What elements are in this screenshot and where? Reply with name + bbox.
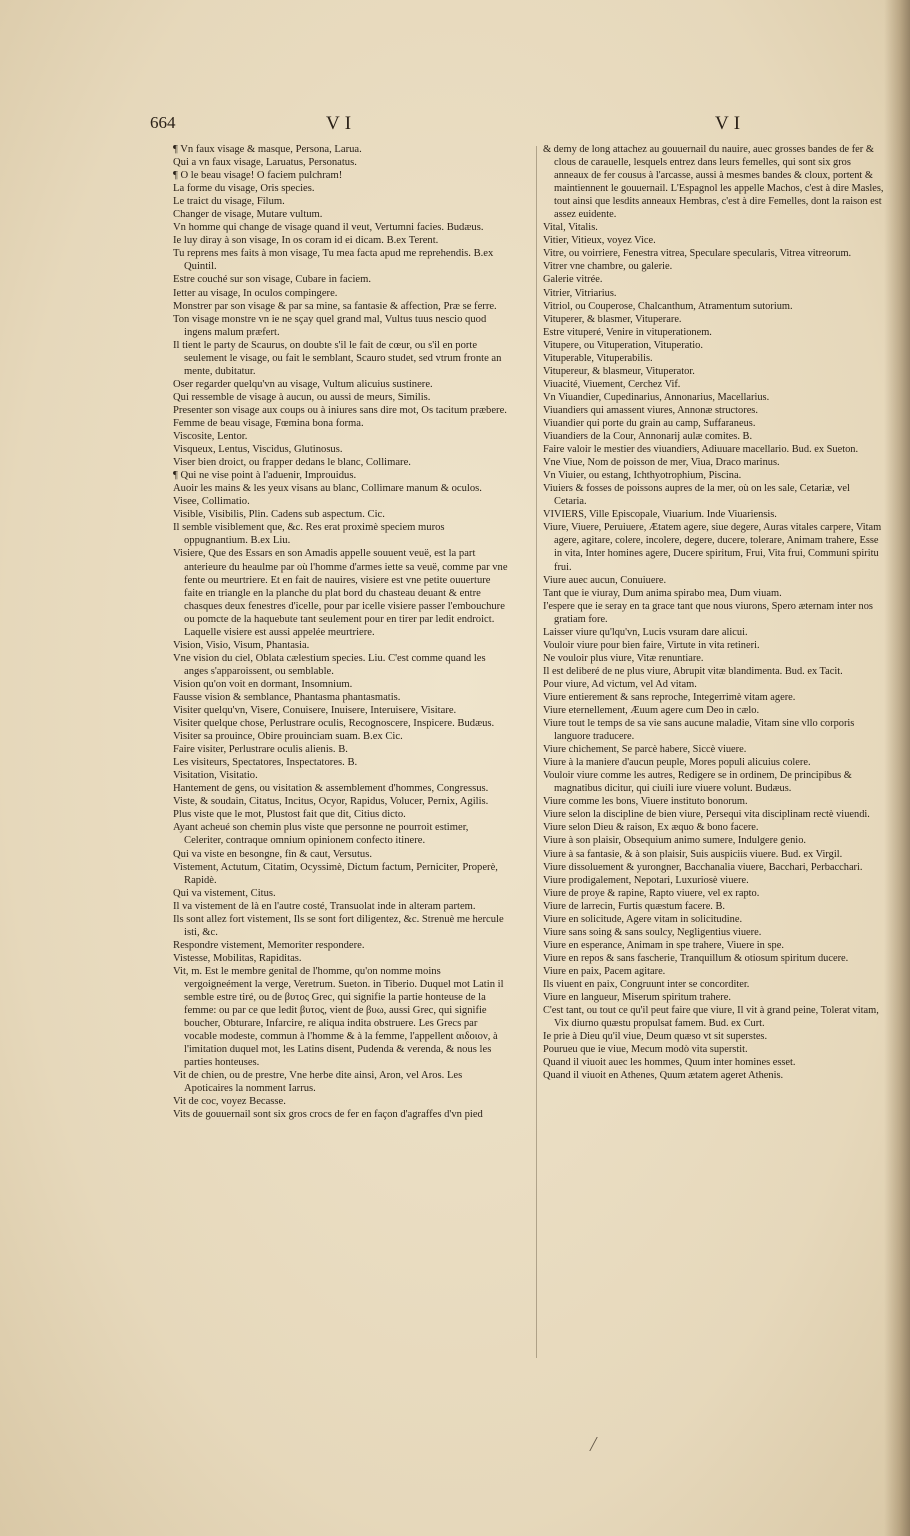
- dictionary-entry: Viuandier qui porte du grain au camp, Suffaraneus.: [543, 417, 756, 429]
- dictionary-entry: Vn Viuandier, Cupedinarius, Annonarius, Macellarius.: [543, 391, 770, 403]
- dictionary-entry: Vits de gouuernail sont six gros crocs de fer en façon d'agraffes d'vn pied: [173, 1109, 483, 1121]
- dictionary-entry: Vitre, ou voirriere, Fenestra vitrea, Speculare specularis, Vitrea vitreorum.: [543, 248, 852, 260]
- dictionary-entry: Viure en solicitude, Agere vitam in solicitudine.: [543, 913, 743, 925]
- dictionary-entry: Vitriol, ou Couperose, Chalcanthum, Atramentum sutorium.: [543, 300, 793, 312]
- dictionary-entry: Visiter quelque chose, Perlustrare oculis, Recognoscere, Inspicere. Budæus.: [173, 718, 495, 730]
- dictionary-entry: Vne Viue, Nom de poisson de mer, Viua, Draco marinus.: [543, 457, 780, 469]
- dictionary-entry: Plus viste que le mot, Plustost fait que dit, Citius dicto.: [173, 809, 406, 821]
- dictionary-entry: Il va vistement de là en l'autre costé, Transuolat inde in alteram partem.: [173, 900, 476, 912]
- dictionary-entry: Viure à sa fantasie, & à son plaisir, Suis auspiciis viuere. Bud. ex Virgil.: [543, 848, 843, 860]
- dictionary-entry: Quand il viuoit auec les hommes, Quum inter homines esset.: [543, 1057, 796, 1069]
- dictionary-entry: Vit de coc, voyez Becasse.: [173, 1096, 286, 1108]
- dictionary-entry: Vn Viuier, ou estang, Ichthyotrophium, Piscina.: [543, 470, 742, 482]
- dictionary-entry: Viure chichement, Se parcè habere, Siccè viuere.: [543, 744, 747, 756]
- dictionary-entry: Viure à son plaisir, Obsequium animo sumere, Indulgere genio.: [543, 835, 806, 847]
- dictionary-entry: Viure en paix, Pacem agitare.: [543, 965, 666, 977]
- dictionary-entry: Vouloir viure pour bien faire, Virtute in vita retineri.: [543, 639, 760, 651]
- dictionary-entry: Ie prie à Dieu qu'il viue, Deum quæso vt sit superstes.: [543, 1031, 768, 1043]
- dictionary-entry: Viure selon la discipline de bien viure, Persequi vita disciplinam rectè viuendi.: [543, 809, 870, 821]
- dictionary-entry: Faire valoir le mestier des viuandiers, Adiuuare macellario. Bud. ex Sueton.: [543, 444, 859, 456]
- dictionary-entry: Vitrer vne chambre, ou galerie.: [543, 261, 673, 273]
- dictionary-entry: Qui ressemble de visage à aucun, ou aussi de meurs, Similis.: [173, 391, 431, 403]
- dictionary-entry: Visee, Collimatio.: [173, 496, 250, 508]
- dictionary-entry: Vistesse, Mobilitas, Rapiditas.: [173, 952, 302, 964]
- dictionary-entry: Viure en esperance, Animam in spe trahere, Viuere in spe.: [543, 939, 784, 951]
- dictionary-entry: Vitupereur, & blasmeur, Vituperator.: [543, 365, 695, 377]
- dictionary-entry: Ne vouloir plus viure, Vitæ renuntiare.: [543, 652, 704, 664]
- dictionary-entry: Visible, Visibilis, Plin. Cadens sub aspectum. Cic.: [173, 509, 385, 521]
- dictionary-entry: Viure dissoluement & yurongner, Bacchanalia viuere, Bacchari, Perbacchari.: [543, 861, 863, 873]
- dictionary-entry: La forme du visage, Oris species.: [173, 183, 315, 195]
- dictionary-entry: Tant que ie viuray, Dum anima spirabo mea, Dum viuam.: [543, 587, 782, 599]
- page-spine-shadow: [884, 0, 910, 1536]
- dictionary-entry: Tu reprens mes faits à mon visage, Tu mea facta apud me reprehendis. B.ex Quintil.: [173, 248, 494, 273]
- dictionary-entry: Viser bien droict, ou frapper dedans le blanc, Collimare.: [173, 457, 411, 469]
- dictionary-entry: Visitation, Visitatio.: [173, 770, 258, 782]
- dictionary-entry: Vistement, Actutum, Citatim, Ocyssimè, Dictum factum, Perniciter, Properè, Rapidè.: [173, 861, 498, 886]
- dictionary-entry: ¶ Qui ne vise point à l'aduenir, Improuidus.: [173, 470, 357, 482]
- dictionary-entry: Viure auec aucun, Conuiuere.: [543, 574, 667, 586]
- dictionary-entry: Ils viuent en paix, Congruunt inter se concorditer.: [543, 979, 750, 990]
- dictionary-entry: Oser regarder quelqu'vn au visage, Vultum alicuius sustinere.: [173, 378, 433, 390]
- dictionary-entry: Viure, Viuere, Peruiuere, Ætatem agere, siue degere, Auras vitales carpere, Vitam agere, agitare, colere, incolere, degere, ducere, tolerare, Animam trahere, Esse in vita, Inter homines agere, Ducere spiritum, Frui, Vita frui, Communi spiritu frui.: [543, 522, 882, 573]
- dictionary-entry: Vitier, Vitieux, voyez Vice.: [543, 235, 656, 247]
- dictionary-entry: Visiter quelqu'vn, Visere, Conuisere, Inuisere, Interuisere, Visitare.: [173, 705, 457, 717]
- dictionary-entry: Viure en repos & sans fascherie, Tranquillum & otiosum spiritum ducere.: [543, 952, 849, 964]
- dictionary-entry: Presenter son visage aux coups ou à iniures sans dire mot, Os tacitum præbere.: [173, 404, 507, 416]
- dictionary-entry: Ietter au visage, In oculos compingere.: [173, 287, 338, 299]
- dictionary-entry: Viste, & soudain, Citatus, Incitus, Ocyor, Rapidus, Volucer, Pernix, Agilis.: [173, 796, 489, 808]
- dictionary-entry: Vituperer, & blasmer, Vituperare.: [543, 313, 682, 325]
- dictionary-entry: C'est tant, ou tout ce qu'il peut faire que viure, Il vit à grand peine, Tolerat vitam, Vix diurno quæstu propulsat famem. Bud. ex Curt.: [543, 1005, 879, 1030]
- dictionary-entry: Viuacité, Viuement, Cerchez Vif.: [543, 378, 681, 390]
- dictionary-entry: Il semble visiblement que, &c. Res erat proximè speciem muros oppugnantium. B.ex Liu.: [173, 522, 445, 547]
- dictionary-entry: Vit de chien, ou de prestre, Vne herbe dite ainsi, Aron, vel Aros. Les Apoticaires la nomment Iarrus.: [173, 1070, 463, 1095]
- dictionary-entry: Viure prodigalement, Nepotari, Luxuriosè viuere.: [543, 874, 749, 886]
- dictionary-entry: Il est deliberé de ne plus viure, Abrupit vitæ blandimenta. Bud. ex Tacit.: [543, 665, 843, 677]
- dictionary-entry: Qui a vn faux visage, Laruatus, Personatus.: [173, 157, 357, 169]
- dictionary-entry: Viure sans soing & sans soulcy, Negligentius viuere.: [543, 926, 762, 938]
- page-header: [150, 113, 890, 139]
- dictionary-entry: Viure de proye & rapine, Rapto viuere, vel ex rapto.: [543, 887, 760, 899]
- dictionary-entry: Viuiers & fosses de poissons aupres de la mer, où on les sale, Cetariæ, vel Cetaria.: [543, 483, 850, 508]
- dictionary-entry: Quand il viuoit en Athenes, Quum ætatem ageret Athenis.: [543, 1070, 784, 1082]
- dictionary-entry: Estre couché sur son visage, Cubare in faciem.: [173, 274, 371, 286]
- dictionary-entry: Auoir les mains & les yeux visans au blanc, Collimare manum & oculos.: [173, 483, 482, 495]
- dictionary-entry: Viure de larrecin, Furtis quæstum facere. B.: [543, 900, 726, 912]
- dictionary-entry: Visiter sa prouince, Obire prouinciam suam. B.ex Cic.: [173, 731, 403, 743]
- dictionary-entry: Ils sont allez fort vistement, Ils se sont fort diligentez, &c. Strenuè me hercule isti, &c.: [173, 913, 504, 938]
- dictionary-entry: Vituperable, Vituperabilis.: [543, 352, 653, 364]
- dictionary-entry: Pourueu que ie viue, Mecum modò vita superstit.: [543, 1044, 748, 1056]
- dictionary-entry: Il tient le party de Scaurus, on doubte s'il le fait de cœur, ou s'il en porte seulement le visage, ou fait le semblant, Scauro studet, sed vtrum fronte an mente, dubitatur.: [173, 339, 502, 377]
- left-column: [173, 143, 509, 1365]
- dictionary-entry: Viure à la maniere d'aucun peuple, Mores populi alicuius colere.: [543, 757, 811, 769]
- dictionary-entry: Viuandiers de la Cour, Annonarij aulæ comites. B.: [543, 431, 753, 443]
- dictionary-entry: Pour viure, Ad victum, vel Ad vitam.: [543, 678, 697, 690]
- dictionary-entry: Laisser viure qu'lqu'vn, Lucis vsuram dare alicui.: [543, 626, 748, 638]
- ink-mark: [589, 1437, 613, 1451]
- right-column: [543, 143, 885, 1353]
- dictionary-entry: & demy de long attachez au gouuernail du nauire, auec grosses bandes de fer & clous de carauelle, lesquels entrez dans leurs femelles, qui sont six gros anneaux de fer cousus à l'arcasse, aussi à mesmes bandes & cloux, portent & maintiennent le gouuernail. L'Espagnol les appelle Machos, c'est à dire Masles, tout ainsi que lesdits anneaux Hembras, c'est à dire Femelles, dont la raison est assez euidente.: [543, 144, 884, 221]
- dictionary-entry: Vital, Vitalis.: [543, 222, 598, 234]
- dictionary-entry: Visqueux, Lentus, Viscidus, Glutinosus.: [173, 444, 343, 456]
- dictionary-entry: Faire visiter, Perlustrare oculis alienis. B.: [173, 744, 348, 756]
- dictionary-entry: Changer de visage, Mutare vultum.: [173, 209, 323, 221]
- dictionary-entry: Les visiteurs, Spectatores, Inspectatores. B.: [173, 757, 358, 769]
- dictionary-entry: Viure selon Dieu & raison, Ex æquo & bono facere.: [543, 822, 759, 834]
- dictionary-entry: Vitupere, ou Vituperation, Vituperatio.: [543, 339, 703, 351]
- right-running-head: VI: [715, 113, 746, 134]
- column-divider: [536, 146, 537, 1358]
- dictionary-entry: Vn homme qui change de visage quand il veut, Vertumni facies. Budæus.: [173, 222, 484, 234]
- dictionary-entry: ¶ O le beau visage! O faciem pulchram!: [173, 170, 343, 182]
- dictionary-entry: Vision, Visio, Visum, Phantasia.: [173, 639, 310, 651]
- dictionary-entry: Viure entierement & sans reproche, Integerrimè vitam agere.: [543, 691, 796, 703]
- dictionary-entry: Ayant acheué son chemin plus viste que personne ne pourroit estimer, Celeriter, contraque omnium opinionem confecto itinere.: [173, 822, 469, 847]
- dictionary-entry: Femme de beau visage, Fœmina bona forma.: [173, 417, 364, 429]
- dictionary-entry: Ie luy diray à son visage, In os coram id ei dicam. B.ex Terent.: [173, 235, 439, 247]
- dictionary-entry: Visiere, Que des Essars en son Amadis appelle souuent veuë, est la part anterieure du heaulme par où l'homme d'armes iette sa veuë, comme par vne fente ou meurtriere. Et en fait de nauires, visiere est vne petite ouuerture faite en triangle en la planche du plat bord du chasteau deuant & entre chasques deux fenestres d'icelle, pour par icelle visiere passer l'embouchure ou pomcte de la haquebute tant seulement pour en tirer par ledit endroict. Laquelle visiere est aussi appelée meurtriere.: [173, 548, 508, 638]
- dictionary-entry: Vit, m. Est le membre genital de l'homme, qu'on nomme moins vergoigneément la verge, Veretrum. Sueton. in Tiberio. Duquel mot Latin il semble estre tiré, ou de βυτος Grec, qui signifie la partie honteuse de la femme: ou par ce que ledit βυτος, vient de βυω, aussi Grec, qui signifie boucher, Obturare, Infarcire, re aliqua indita obstruere. Les Grecs par vocable modeste, commun à l'homme & à la femme, l'appellent αιδοιον, à l'imitation duquel mot, les Latins disent, Pudenda & verenda, & nous les parties honteuses.: [173, 965, 504, 1069]
- dictionary-entry: Estre vituperé, Venire in vituperationem.: [543, 326, 712, 338]
- page-number: 664: [150, 113, 176, 132]
- dictionary-entry: ¶ Vn faux visage & masque, Persona, Larua.: [173, 144, 362, 155]
- dictionary-entry: Qui va vistement, Citus.: [173, 887, 276, 899]
- dictionary-entry: Fausse vision & semblance, Phantasma phantasmatis.: [173, 691, 401, 703]
- dictionary-entry: Le traict du visage, Filum.: [173, 196, 285, 208]
- dictionary-entry: Respondre vistement, Memoriter respondere.: [173, 939, 365, 951]
- left-running-head: VI: [326, 113, 357, 134]
- dictionary-entry: Viure comme les bons, Viuere instituto bonorum.: [543, 796, 748, 808]
- dictionary-entry: Viure en langueur, Miserum spiritum trahere.: [543, 992, 731, 1004]
- dictionary-entry: Viuandiers qui amassent viures, Annonæ structores.: [543, 404, 758, 416]
- dictionary-entry: Viscosite, Lentor.: [173, 431, 248, 443]
- dictionary-entry: Viure eternellement, Æuum agere cum Deo in cælo.: [543, 705, 760, 717]
- dictionary-entry: Hantement de gens, ou visitation & assemblement d'hommes, Congressus.: [173, 783, 489, 795]
- dictionary-entry: Galerie vitrée.: [543, 274, 603, 286]
- dictionary-entry: Qui va viste en besongne, fin & caut, Versutus.: [173, 848, 372, 860]
- dictionary-entry: Vouloir viure comme les autres, Redigere se in ordinem, De principibus & magnatibus dicitur, qui ciuili iure viuere volunt. Budæus.: [543, 770, 852, 795]
- dictionary-entry: I'espere que ie seray en ta grace tant que nous viurons, Spero æternam inter nos gratiam fore.: [543, 600, 873, 625]
- dictionary-entry: Viure tout le temps de sa vie sans aucune maladie, Vitam sine vllo corporis languore traducere.: [543, 718, 855, 743]
- dictionary-entry: Vne vision du ciel, Oblata cælestium species. Liu. C'est comme quand les anges s'apparoissent, ou semblable.: [173, 652, 486, 677]
- dictionary-entry: Ton visage monstre vn ie ne sçay quel grand mal, Vultus tuus nescio quod ingens malum præfert.: [173, 313, 487, 338]
- dictionary-entry: Vision qu'on voit en dormant, Insomnium.: [173, 678, 353, 690]
- dictionary-entry: Monstrer par son visage & par sa mine, sa fantasie & affection, Præ se ferre.: [173, 300, 497, 312]
- dictionary-entry: VIVIERS, Ville Episcopale, Viuarium. Inde Viuariensis.: [543, 509, 777, 521]
- dictionary-entry: Vitrier, Vitriarius.: [543, 287, 617, 299]
